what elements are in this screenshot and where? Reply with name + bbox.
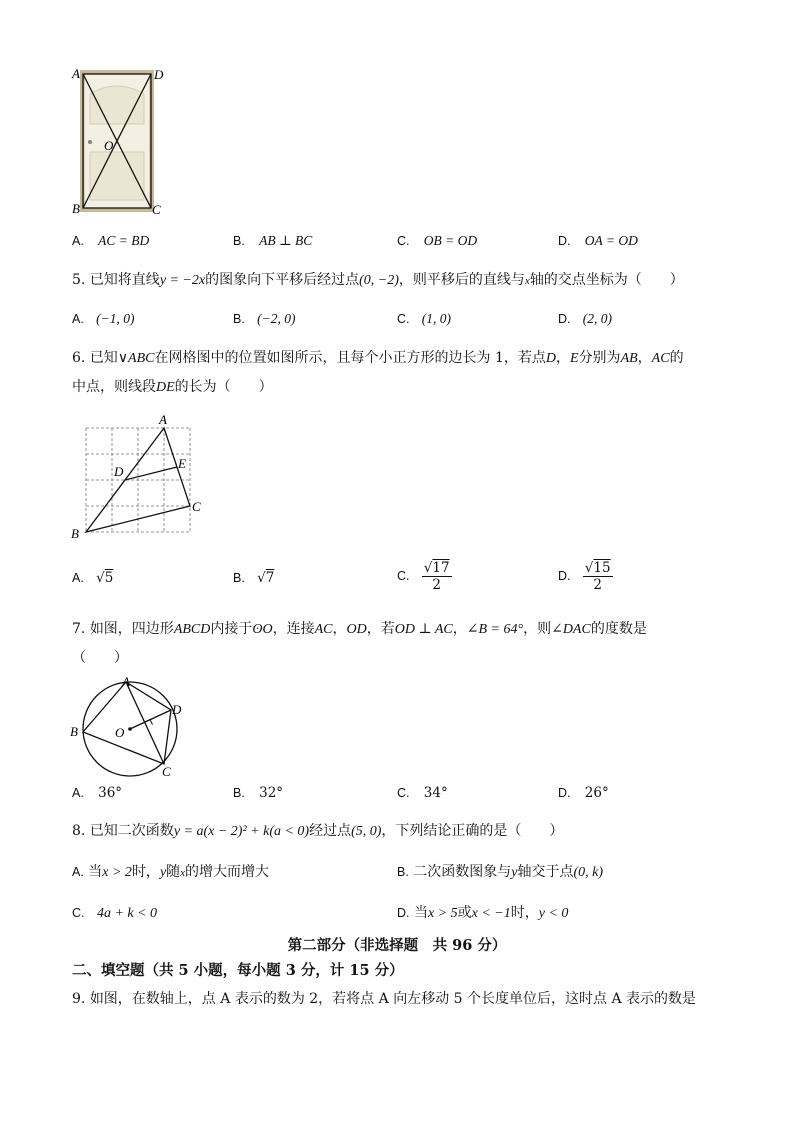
grid-figure xyxy=(66,410,216,542)
sqrt-radicand: 15 xyxy=(593,560,611,576)
stem-text: ，下列结论正确的是（ ） xyxy=(381,823,564,839)
option-text: AC = BD xyxy=(98,233,150,248)
stem-text: 已知将直线 xyxy=(89,272,160,288)
stem-text: ，连接 xyxy=(272,621,315,637)
option-letter: A. xyxy=(72,786,84,800)
option-sqrt: √7 xyxy=(257,570,275,586)
option-letter: D. xyxy=(558,786,571,800)
option-letter: D. xyxy=(558,234,571,248)
stem-math: ABCD xyxy=(173,622,211,637)
option-letter: D. xyxy=(397,906,410,920)
q5-stem xyxy=(72,270,684,291)
option-text: OA = OD xyxy=(584,233,638,248)
center-dot xyxy=(128,727,132,731)
q4-option-d xyxy=(558,233,638,249)
option-letter: A. xyxy=(72,312,84,326)
q7-option-c xyxy=(397,785,448,801)
stem-text: ，若 xyxy=(366,621,395,637)
stem-math: ∨ABC xyxy=(117,351,155,366)
option-letter: A. xyxy=(72,234,84,248)
label-b: B xyxy=(70,724,78,739)
option-sqrt: √5 xyxy=(96,570,114,586)
option-letter: A. xyxy=(72,571,84,585)
option-letter: C. xyxy=(397,234,410,248)
option-text: 轴交于点 xyxy=(517,864,574,880)
q7-option-d xyxy=(558,785,609,801)
stem-text: ， xyxy=(637,350,652,366)
option-math: x > 2 xyxy=(102,865,132,880)
label-a: A xyxy=(159,412,167,427)
option-letter: C. xyxy=(72,906,85,920)
option-letter: C. xyxy=(397,569,410,583)
stem-text: ， xyxy=(556,350,570,366)
stem-math: x xyxy=(524,275,530,287)
circle-figure-svg xyxy=(66,672,196,778)
option-math: y < 0 xyxy=(538,906,569,921)
option-text: 时， xyxy=(131,864,160,880)
q4-option-b xyxy=(233,233,312,249)
door-figure-svg xyxy=(66,64,170,220)
option-text: 二次函数图象与 xyxy=(413,864,512,880)
question-number: 6. xyxy=(72,350,86,366)
stem-math: AC xyxy=(651,351,670,366)
door-bottom-panel xyxy=(90,152,144,200)
option-letter: B. xyxy=(233,571,245,585)
q4-option-c xyxy=(397,233,477,249)
label-b: B xyxy=(71,526,79,541)
option-math: y xyxy=(511,865,518,880)
option-text: (2, 0) xyxy=(582,311,613,326)
q7-option-a xyxy=(72,785,122,801)
stem-text: 内接于 xyxy=(210,621,253,637)
fraction-denominator: 2 xyxy=(593,577,602,593)
stem-math: y = a(x − 2)² + k(a < 0) xyxy=(173,824,310,839)
option-letter: A. xyxy=(72,865,84,879)
stem-math: ʘO xyxy=(252,622,273,637)
stem-math: (0, −2) xyxy=(359,273,399,288)
part2-title xyxy=(0,936,794,956)
q6-option-a xyxy=(72,570,113,586)
option-text: 26° xyxy=(584,785,609,801)
stem-text: 中点，则线段 xyxy=(72,379,156,395)
stem-text: ，则平移后的直线与 xyxy=(398,272,525,288)
door-knob xyxy=(88,140,92,144)
stem-text: ，则 xyxy=(523,621,552,637)
q9-stem xyxy=(72,989,696,1009)
stem-text: 如图，四边形 xyxy=(89,621,174,637)
q8-option-b xyxy=(397,862,603,883)
option-letter: B. xyxy=(233,234,245,248)
sqrt-radicand: 17 xyxy=(432,560,450,576)
door-figure xyxy=(66,64,170,220)
question-number: 7. xyxy=(72,621,86,637)
stem-text: 在网格图中的位置如图所示，且每个小正方形的边长为 1，若点 xyxy=(154,350,546,366)
option-letter: B. xyxy=(233,312,245,326)
stem-text: 的图象向下平移后经过点 xyxy=(205,272,360,288)
option-text: 时， xyxy=(510,905,539,921)
stem-math: D xyxy=(545,351,556,366)
q8-option-c xyxy=(72,903,157,924)
q4-option-a xyxy=(72,233,149,249)
q6-option-c xyxy=(397,560,452,593)
option-math: x xyxy=(180,867,186,879)
answer-bracket: （ ） xyxy=(72,650,128,666)
fraction-numerator: √15 xyxy=(584,560,611,576)
label-a: A xyxy=(122,674,130,689)
option-math: x > 5 xyxy=(427,906,458,921)
option-fraction xyxy=(422,560,452,593)
q6-option-b xyxy=(233,570,274,586)
grid-figure-svg xyxy=(66,410,216,542)
option-text: 32° xyxy=(259,785,284,801)
fraction-denominator: 2 xyxy=(432,577,441,593)
stem-math: (5, 0) xyxy=(351,824,382,839)
stem-text: 的长为（ ） xyxy=(174,379,273,395)
fraction-numerator: √17 xyxy=(423,560,450,576)
option-letter: B. xyxy=(397,865,409,879)
q7-stem-line1 xyxy=(72,619,647,640)
stem-text: 的度数是 xyxy=(590,621,647,637)
q6-stem-line2 xyxy=(72,377,273,398)
question-number: 5. xyxy=(72,272,86,288)
q7-stem-line2 xyxy=(72,648,128,668)
sqrt-radicand: 7 xyxy=(265,570,275,586)
option-text: 随 xyxy=(166,864,181,880)
stem-math: E xyxy=(570,351,579,366)
stem-text: 的 xyxy=(669,350,684,366)
q7-option-b xyxy=(233,785,283,801)
stem-text: 如图，在数轴上，点 A 表示的数为 2，若将点 A 向左移动 5 个长度单位后，这时点 A 表示的数是 xyxy=(89,991,697,1007)
label-a: A xyxy=(72,66,80,81)
question-number: 8. xyxy=(72,823,86,839)
q8-stem xyxy=(72,821,563,842)
option-text: AB ⊥ BC xyxy=(259,233,313,248)
stem-text: 轴的交点坐标为（ ） xyxy=(529,272,684,288)
question-number: 9. xyxy=(72,991,86,1007)
option-letter: C. xyxy=(397,786,410,800)
label-c: C xyxy=(162,764,171,778)
option-text: (−2, 0) xyxy=(257,311,296,326)
stem-text: ， xyxy=(452,621,467,637)
stem-text: 已知二次函数 xyxy=(89,823,174,839)
option-letter: D. xyxy=(558,569,571,583)
option-math: (0, k) xyxy=(573,865,604,880)
option-text: (1, 0) xyxy=(421,311,452,326)
q5-option-c xyxy=(397,311,451,327)
section-heading xyxy=(72,961,404,981)
stem-math: ∠B = 64° xyxy=(466,622,524,637)
q5-option-b xyxy=(233,311,295,327)
stem-math: OD xyxy=(346,622,367,637)
label-b: B xyxy=(72,201,80,216)
label-c: C xyxy=(192,499,201,514)
option-text: (−1, 0) xyxy=(96,311,135,326)
stem-math: AB xyxy=(620,351,638,366)
option-letter: B. xyxy=(233,786,245,800)
sqrt-radicand: 5 xyxy=(104,570,114,586)
stem-math: AC xyxy=(314,622,333,637)
option-fraction xyxy=(583,560,613,593)
part-title-text: 第二部分（非选择题 共 96 分） xyxy=(287,937,507,954)
option-text: 当 xyxy=(88,864,103,880)
circle-figure xyxy=(66,672,196,778)
section-heading-text: 二、填空题（共 5 小题，每小题 3 分，计 15 分） xyxy=(72,962,404,979)
label-o: O xyxy=(115,725,125,740)
label-o: O xyxy=(104,138,114,153)
option-math: 4a + k < 0 xyxy=(96,906,158,921)
option-math: y xyxy=(159,865,167,880)
q8-option-a xyxy=(72,862,269,883)
label-e: E xyxy=(178,456,186,471)
q8-option-d xyxy=(397,903,568,924)
label-d: D xyxy=(172,702,182,717)
q6-stem-line1 xyxy=(72,348,684,369)
stem-math: ∠DAC xyxy=(551,622,591,637)
label-c: C xyxy=(152,202,161,217)
option-math: x < −1 xyxy=(471,906,511,921)
stem-text: 分别为 xyxy=(578,350,621,366)
option-letter: D. xyxy=(558,312,571,326)
q5-option-d xyxy=(558,311,612,327)
option-text: OB = OD xyxy=(423,233,478,248)
option-text: 34° xyxy=(423,785,448,801)
option-text: 或 xyxy=(457,905,472,921)
option-letter: C. xyxy=(397,312,410,326)
option-text: 当 xyxy=(413,905,428,921)
option-text: 36° xyxy=(98,785,123,801)
label-d: D xyxy=(154,67,164,82)
stem-math: y = −2x xyxy=(159,273,206,288)
stem-math: OD ⊥ AC xyxy=(394,622,453,637)
q6-option-d xyxy=(558,560,613,593)
option-text: 的增大而增大 xyxy=(185,864,270,880)
stem-text: ， xyxy=(332,621,347,637)
stem-text: 经过点 xyxy=(309,823,352,839)
grid-lines xyxy=(86,428,190,532)
stem-math: DE xyxy=(156,380,175,395)
stem-text: 已知 xyxy=(89,350,118,366)
q5-option-a xyxy=(72,311,134,327)
label-d: D xyxy=(114,464,124,479)
